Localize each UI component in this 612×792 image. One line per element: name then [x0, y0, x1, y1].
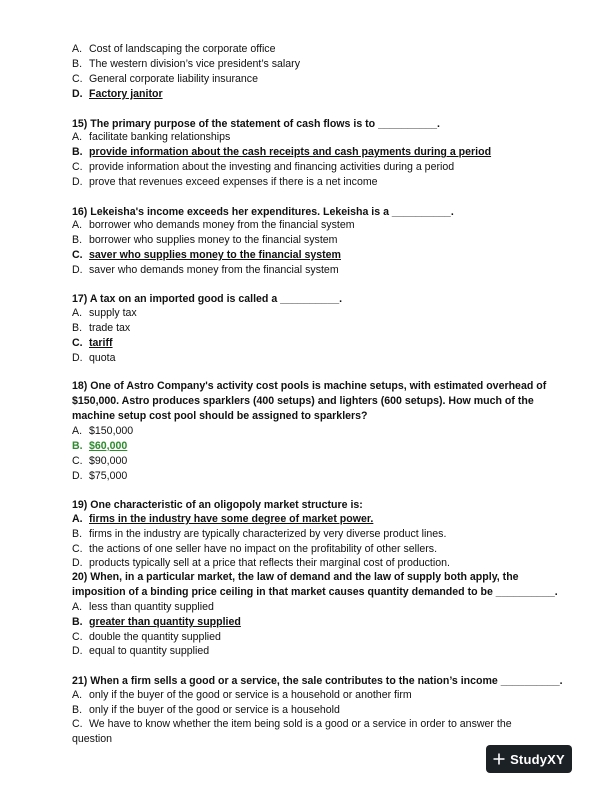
q19-option-a-correct: A. firms in the industry have some degree of market power.	[72, 513, 374, 525]
q15-question: 15) The primary purpose of the statement of cash flows is to __________.	[72, 118, 440, 130]
q21-option-a: A. only if the buyer of the good or service is a household or another firm	[72, 689, 412, 701]
q21-option-b: B. only if the buyer of the good or service is a household	[72, 704, 340, 716]
q18-option-d: D. $75,000	[72, 470, 128, 482]
q20-option-d: D. equal to quantity supplied	[72, 645, 210, 657]
q19-option-b: B. firms in the industry are typically characterized by very diverse product lines.	[72, 528, 447, 540]
q15-option-a: A. facilitate banking relationships	[72, 131, 231, 143]
q21-option-c: C. We have to know whether the item being sold is a good or a service in order to answer the	[72, 718, 512, 730]
q15-option-d: D. prove that revenues exceed expenses if there is a net income	[72, 176, 378, 188]
q14-option-a: A. Cost of landscaping the corporate office	[72, 43, 276, 55]
q18-option-a: A. $150,000	[72, 425, 134, 437]
q14-option-b: B. The western division’s vice president’s salary	[72, 58, 300, 70]
q19-option-c: C. the actions of one seller have no impact on the profitability of other sellers.	[72, 543, 438, 555]
q18-option-b-correct: B. $60,000	[72, 440, 128, 452]
q16-option-c-correct: C. saver who supplies money to the financial system	[72, 249, 341, 261]
q21-question: 21) When a firm sells a good or a service, the sale contributes to the nation’s income __________.	[72, 675, 563, 687]
q16-option-d: D. saver who demands money from the financial system	[72, 264, 339, 276]
q16-option-b: B. borrower who supplies money to the financial system	[72, 234, 338, 246]
q15-option-c: C. provide information about the investing and financing activities during a period	[72, 161, 455, 173]
q14-option-d-correct: D. Factory janitor	[72, 88, 163, 100]
q20-option-c: C. double the quantity supplied	[72, 631, 221, 643]
q17-option-d: D. quota	[72, 352, 116, 364]
q19-question: 19) One characteristic of an oligopoly market structure is:	[72, 499, 363, 511]
q16-question: 16) Lekeisha's income exceeds her expenditures. Lekeisha is a __________.	[72, 206, 454, 218]
q17-option-b: B. trade tax	[72, 322, 131, 334]
q21-option-c-continuation: question	[72, 733, 113, 745]
q19-option-d: D. products typically sell at a price that reflects their marginal cost of production.	[72, 557, 450, 569]
q17-option-a: A. supply tax	[72, 307, 137, 319]
logo-text: StudyXY	[510, 751, 565, 767]
q20-option-b-correct: B. greater than quantity supplied	[72, 616, 241, 628]
q18-option-c: C. $90,000	[72, 455, 128, 467]
q18-question: 18) One of Astro Company's activity cost pools is machine setups, with estimated overhead of $150,000. Astro produces sparklers (400 setups) and lighters (600 setups). How much of the machine setup cost pool should be assigned to sparklers?	[72, 380, 547, 422]
q17-question: 17) A tax on an imported good is called a __________.	[72, 293, 343, 305]
q17-option-c-correct: C. tariff	[72, 337, 113, 349]
q14-option-c: C. General corporate liability insurance	[72, 73, 258, 85]
studyxy-logo[interactable]	[486, 745, 572, 773]
q15-option-b-correct: B. provide information about the cash receipts and cash payments during a period	[72, 146, 492, 158]
q20-option-a: A. less than quantity supplied	[72, 601, 214, 613]
plus-icon	[493, 753, 505, 765]
q16-option-a: A. borrower who demands money from the financial system	[72, 219, 355, 231]
q20-question: 20) When, in a particular market, the law of demand and the law of supply both apply, the imposition of a binding price ceiling in that market causes quantity demanded to be __________.	[72, 571, 558, 598]
